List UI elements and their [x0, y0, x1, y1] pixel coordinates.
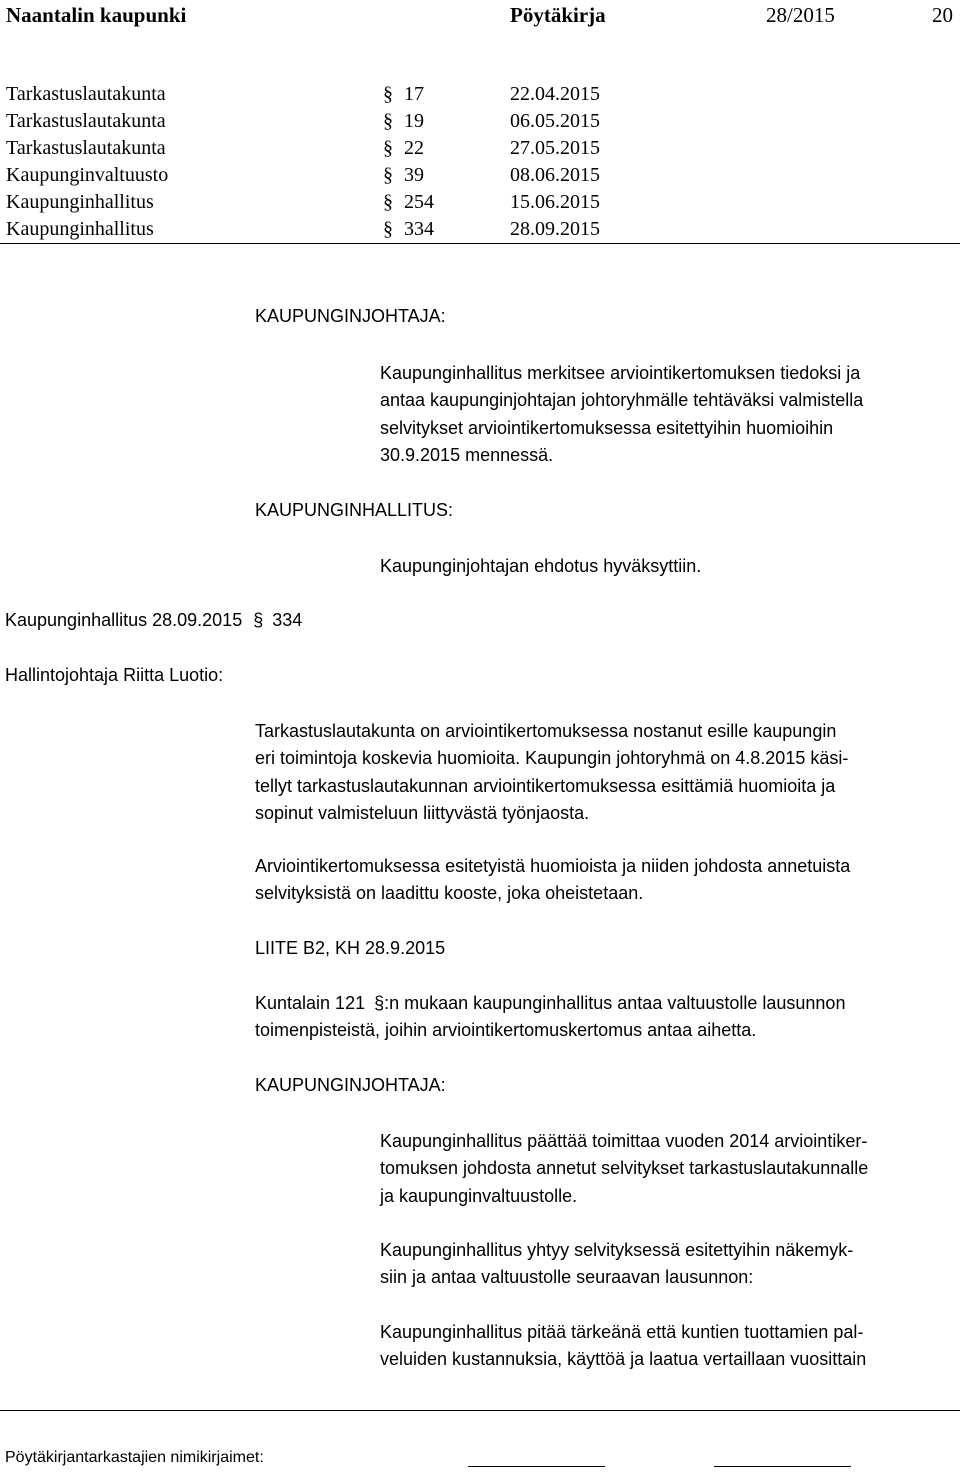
section-sign: § [383, 218, 393, 240]
body-paragraph-1 [255, 718, 848, 827]
attachment-reference: LIITE B2, KH 28.9.2015 [255, 938, 446, 958]
paragraph-line: selvityksistä on laadittu kooste, joka oheistetaan. [255, 883, 644, 904]
mayor-label: KAUPUNGINJOHTAJA: [255, 306, 446, 326]
meeting-body-date: Kaupunginhallitus 28.09.2015 [5, 610, 243, 630]
section-sign: § [383, 137, 393, 159]
history-body: Kaupunginhallitus [6, 191, 154, 213]
protocol-number: 28/2015 [766, 3, 835, 27]
footer-divider [0, 1410, 960, 1411]
section-sign: § [383, 110, 393, 132]
history-date: 28.09.2015 [510, 218, 600, 240]
section-sign: § [383, 191, 393, 213]
proposal-line: selvitykset arviointikertomuksessa esitettyihin huomioihin [380, 417, 834, 438]
document-type: Pöytäkirja [510, 3, 606, 27]
initials-line-2 [714, 1466, 851, 1467]
paragraph-line [255, 990, 845, 1017]
section-sign: § [383, 83, 393, 105]
meeting-heading [5, 607, 302, 634]
paragraph-line: Kaupunginhallitus pitää tärkeänä että kuntien tuottamien pal- [380, 1322, 864, 1342]
paragraph-line: veluiden kustannuksia, käyttöä ja laatua vertaillaan vuosittain [380, 1349, 867, 1370]
body-paragraph-2 [255, 853, 850, 908]
paragraph-line: eri toimintoja koskevia huomioita. Kaupungin johtoryhmä on 4.8.2015 käsi- [255, 748, 849, 769]
history-date: 27.05.2015 [510, 137, 600, 159]
history-body: Tarkastuslautakunta [6, 110, 166, 132]
mayor-label-2: KAUPUNGINJOHTAJA: [255, 1075, 446, 1095]
history-body: Kaupunginvaltuusto [6, 164, 169, 186]
history-section: 334 [404, 218, 434, 240]
proposal-line: 30.9.2015 mennessä. [380, 444, 554, 465]
decision-text: Kaupunginjohtajan ehdotus hyväksyttiin. [380, 556, 702, 576]
history-body: Tarkastuslautakunta [6, 83, 166, 105]
page-number: 20 [932, 3, 953, 27]
paragraph-line: tomuksen johdosta annetut selvitykset tarkastuslautakunnalle [380, 1158, 869, 1179]
history-divider [0, 243, 960, 244]
footer-label: Pöytäkirjantarkastajien nimikirjaimet: [5, 1449, 264, 1466]
history-body: Kaupunginhallitus [6, 218, 154, 240]
municipality-name: Naantalin kaupunki [6, 3, 187, 27]
presenter: Hallintojohtaja Riitta Luotio: [5, 665, 224, 685]
paragraph-line: ja kaupunginvaltuustolle. [380, 1185, 578, 1206]
history-section: 254 [404, 191, 434, 213]
proposal2-paragraph-1 [380, 1128, 868, 1210]
proposal-line: Kaupunginhallitus merkitsee arviointikertomuksen tiedoksi ja [380, 363, 861, 383]
history-date: 08.06.2015 [510, 164, 600, 186]
proposal-line: antaa kaupunginjohtajan johtoryhmälle tehtäväksi valmistella [380, 390, 864, 411]
proposal2-paragraph-2 [380, 1237, 853, 1292]
history-section: 22 [404, 137, 424, 159]
paragraph-line: toimenpisteistä, joihin arviointikertomuskertomus antaa aihetta. [255, 1020, 757, 1041]
meeting-section: 334 [272, 610, 303, 630]
paragraph-line: sopinut valmisteluun liittyvästä työnjaosta. [255, 802, 590, 823]
paragraph-line: Tarkastuslautakunta on arviointikertomuksessa nostanut esille kaupungin [255, 721, 837, 741]
paragraph-text: :n mukaan kaupunginhallitus antaa valtuustolle lausunnon [384, 993, 846, 1013]
section-sign: § [383, 164, 393, 186]
history-section: 39 [404, 164, 424, 186]
history-body: Tarkastuslautakunta [6, 137, 166, 159]
section-sign: § [374, 993, 385, 1013]
paragraph-line: Kaupunginhallitus päättää toimittaa vuoden 2014 arviointiker- [380, 1131, 868, 1151]
city-board-label: KAUPUNGINHALLITUS: [255, 500, 454, 520]
history-date: 15.06.2015 [510, 191, 600, 213]
section-sign: § [253, 610, 264, 630]
paragraph-line: siin ja antaa valtuustolle seuraavan lausunnon: [380, 1267, 754, 1288]
body-paragraph-3 [255, 990, 845, 1045]
mayor-proposal [380, 360, 863, 469]
history-date: 22.04.2015 [510, 83, 600, 105]
initials-line-1 [468, 1466, 605, 1467]
paragraph-line: Arviointikertomuksessa esitetyistä huomioista ja niiden johdosta annetuista [255, 856, 851, 876]
history-date: 06.05.2015 [510, 110, 600, 132]
history-section: 17 [404, 83, 424, 105]
paragraph-line: Kaupunginhallitus yhtyy selvityksessä esitettyihin näkemyk- [380, 1240, 854, 1260]
law-reference: Kuntalain 121 [255, 993, 366, 1013]
history-section: 19 [404, 110, 424, 132]
paragraph-line: tellyt tarkastuslautakunnan arviointikertomuksessa esittämiä huomioita ja [255, 775, 836, 796]
proposal2-paragraph-3 [380, 1319, 866, 1374]
